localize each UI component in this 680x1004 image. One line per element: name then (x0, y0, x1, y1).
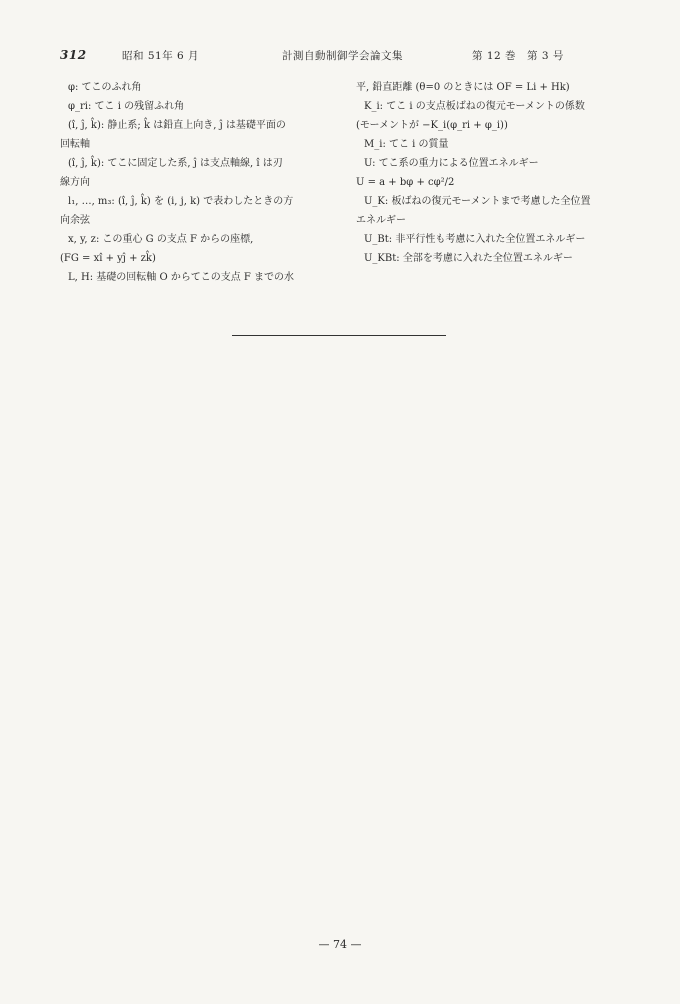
nomenclature-line: φ: てこのふれ角 (68, 82, 142, 93)
nomenclature-line: 向余弦 (60, 215, 90, 226)
page-footer (0, 938, 680, 951)
nomenclature-right-column (356, 78, 632, 268)
nomenclature-line: L, H: 基礎の回転軸 O からてこの支点 F までの水 (68, 272, 295, 283)
nomenclature-line: エネルギー (356, 215, 406, 226)
nomenclature-line: U = a + bφ + cφ²/2 (356, 177, 455, 188)
nomenclature-line: (î, ĵ, k̂): てこに固定した系, ĵ は支点軸線, î は刃 (68, 158, 283, 169)
section-end-rule (232, 335, 446, 336)
nomenclature-line: l₁, …, m₃: (î, ĵ, k̂) を (i, j, k) で表わしたときの方 (68, 196, 294, 207)
nomenclature-line: φ_ri: てこ i の残留ふれ角 (68, 101, 185, 112)
nomenclature-line: U: てこ系の重力による位置エネルギー (364, 158, 539, 169)
nomenclature-line: K_i: てこ i の支点板ばねの復元モーメントの係数 (364, 101, 585, 112)
running-header (60, 48, 620, 64)
footer-page-label: — 74 — (318, 938, 362, 951)
nomenclature-line: 回転軸 (60, 139, 90, 150)
issue-date: 昭和 51年 6 月 (122, 50, 200, 62)
journal-title: 計測自動制御学会論文集 (282, 50, 403, 62)
nomenclature-line: x, y, z: この重心 G の支点 F からの座標, (68, 234, 254, 245)
nomenclature-line: M_i: てこ i の質量 (364, 139, 449, 150)
nomenclature-line: 平, 鉛直距離 (θ=0 のときには OF = Li + Hk) (356, 82, 570, 93)
nomenclature-left-column (60, 78, 342, 287)
nomenclature-line: U_K: 板ばねの復元モーメントまで考慮した全位置 (364, 196, 591, 207)
nomenclature-line: (モーメントが −K_i(φ_ri + φ_i)) (356, 120, 508, 131)
nomenclature-line: U_Bt: 非平行性も考慮に入れた全位置エネルギー (364, 234, 586, 245)
nomenclature-line: (FG = xî + yĵ + zk̂) (60, 253, 156, 264)
nomenclature-line: (î, ĵ, k̂): 静止系; k̂ は鉛直上向き, ĵ は基礎平面の (68, 120, 286, 131)
nomenclature-line: 線方向 (60, 177, 90, 188)
page-number: 312 (60, 48, 87, 62)
nomenclature-line: U_KBt: 全部を考慮に入れた全位置エネルギー (364, 253, 573, 264)
volume-issue: 第 12 巻 第 3 号 (472, 50, 564, 62)
